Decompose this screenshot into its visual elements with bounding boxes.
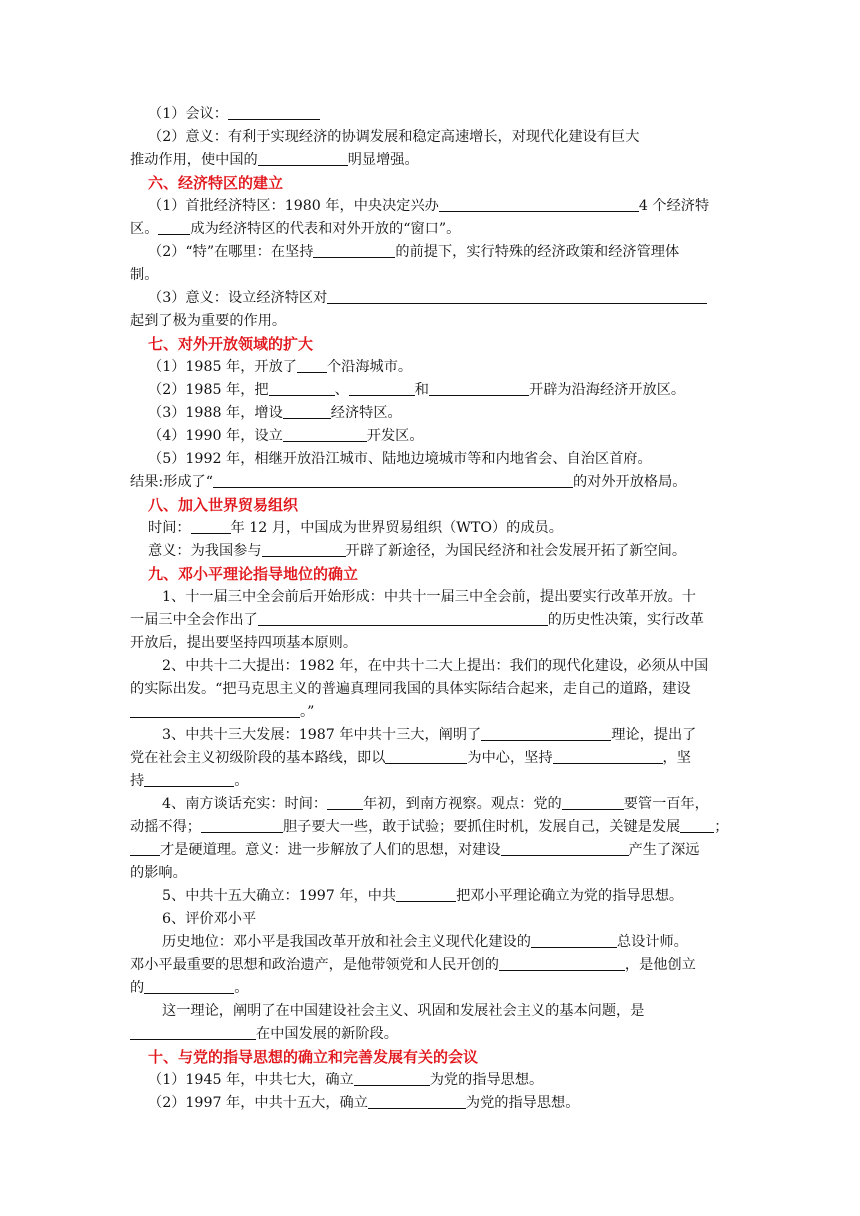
blank[interactable] xyxy=(213,471,573,488)
blank[interactable] xyxy=(269,379,335,396)
s8-time: 时间： 年 12 月，中国成为世界贸易组织（WTO）的成员。 xyxy=(148,517,748,539)
blank[interactable] xyxy=(283,425,367,442)
s7-item3: （3）1988 年，增设 经济特区。 xyxy=(148,402,748,424)
meeting-line: （1）会议： xyxy=(148,103,748,125)
blank[interactable] xyxy=(429,379,529,396)
s9-p4-cont2: 才是硬道理。意义：进一步解放了人们的思想，对建设 产生了深远 xyxy=(130,839,730,861)
blank[interactable] xyxy=(228,103,320,120)
blank[interactable] xyxy=(313,241,395,258)
blank[interactable] xyxy=(385,747,467,764)
s7-result: 结果:形成了“ 的对外开放格局。 xyxy=(130,471,730,493)
s9-p3-cont: 党在社会主义初级阶段的基本路线，即以 为中心，坚持 ，坚 xyxy=(130,747,730,769)
s8-significance: 意义：为我国参与 开辟了新途径，为国民经济和社会发展开拓了新空间。 xyxy=(148,540,748,562)
blank[interactable] xyxy=(562,793,624,810)
significance-line-cont: 推动作用，使中国的 明显增强。 xyxy=(130,149,730,171)
s9-p1-cont2: 开放后，提出要坚持四项基本原则。 xyxy=(130,635,358,651)
blank[interactable] xyxy=(531,931,617,948)
s6-item2: （2）“特”在哪里：在坚持 的前提下，实行特殊的经济政策和经济管理体 xyxy=(148,241,748,263)
s7-item1: （1）1985 年，开放了 个沿海城市。 xyxy=(148,356,748,378)
s9-p6-legacy: 邓小平最重要的思想和政治遗产，是他带领党和人民开创的 ，是他创立 xyxy=(130,954,730,976)
s7-item4: （4）1990 年，设立 开发区。 xyxy=(148,425,748,447)
section-heading-7: 七、对外开放领域的扩大 xyxy=(148,335,314,353)
section-heading-9: 九、邓小平理论指导地位的确立 xyxy=(148,565,359,583)
blank[interactable] xyxy=(501,839,629,856)
s9-p1: 1、十一届三中全会前后开始形成：中共十一届三中全会前，提出要实行改革开放。十 xyxy=(162,589,696,605)
blank[interactable] xyxy=(297,356,327,373)
s9-p2-cont: 的实际出发。“把马克思主义的普遍真理同我国的具体实际结合起来，走自己的道路，建设 xyxy=(130,681,691,697)
s9-p5: 5、中共十五大确立：1997 年，中共 把邓小平理论确立为党的指导思想。 xyxy=(162,885,762,907)
s9-p6-legacy-cont: 的 。 xyxy=(130,977,730,999)
s6-item2-cont: 制。 xyxy=(130,267,159,283)
section-heading-10: 十、与党的指导思想的确立和完善发展有关的会议 xyxy=(148,1048,479,1066)
blank[interactable] xyxy=(368,1092,466,1109)
s9-p7-cont: 在中国发展的新阶段。 xyxy=(130,1023,730,1045)
s9-p6: 6、评价邓小平 xyxy=(162,911,257,927)
blank[interactable] xyxy=(130,839,160,856)
blank[interactable] xyxy=(191,517,231,534)
s10-item2: （2）1997 年，中共十五大，确立 为党的指导思想。 xyxy=(148,1092,748,1114)
s7-item5: （5）1992 年，相继开放沿江城市、陆地边境城市等和内地省会、自治区首府。 xyxy=(148,451,652,467)
blank[interactable] xyxy=(499,954,625,971)
s6-item1: （1）首批经济特区：1980 年，中央决定兴办 4 个经济特 xyxy=(148,195,748,217)
s9-p4: 4、南方谈话充实：时间： 年初，到南方视察。观点：党的 要管一百年， xyxy=(162,793,762,815)
blank[interactable] xyxy=(327,793,363,810)
blank[interactable] xyxy=(553,747,663,764)
s9-p6-status: 历史地位：邓小平是我国改革开放和社会主义现代化建设的 总设计师。 xyxy=(162,931,762,953)
s9-p7: 这一理论，阐明了在中国建设社会主义、巩固和发展社会主义的基本问题，是 xyxy=(162,1003,645,1019)
blank[interactable] xyxy=(481,724,611,741)
blank[interactable] xyxy=(396,885,456,902)
blank[interactable] xyxy=(680,816,714,833)
section-heading-8: 八、加入世界贸易组织 xyxy=(148,496,299,514)
blank[interactable] xyxy=(349,379,415,396)
blank[interactable] xyxy=(130,1023,256,1040)
blank[interactable] xyxy=(262,540,346,557)
blank[interactable] xyxy=(327,287,707,304)
s9-p2: 2、中共十二大提出：1982 年，在中共十二大上提出：我们的现代化建设，必须从中国 xyxy=(162,658,709,674)
blank[interactable] xyxy=(144,977,234,994)
blank[interactable] xyxy=(354,1069,430,1086)
s9-p2-cont2: 。” xyxy=(130,701,730,723)
s9-p1-cont: 一届三中全会作出了 的历史性决策，实行改革 xyxy=(130,609,730,631)
blank[interactable] xyxy=(201,816,283,833)
significance-line: （2）意义：有利于实现经济的协调发展和稳定高速增长，对现代化建设有巨大 xyxy=(148,129,640,145)
blank[interactable] xyxy=(144,770,234,787)
s9-p3: 3、中共十三大发展：1987 年中共十三大，阐明了 理论，提出了 xyxy=(162,724,762,746)
blank[interactable] xyxy=(258,609,548,626)
blank[interactable] xyxy=(439,195,639,212)
s6-item1-cont: 区。 成为经济特区的代表和对外开放的“窗口”。 xyxy=(130,218,730,240)
section-heading-6: 六、经济特区的建立 xyxy=(148,174,284,192)
blank[interactable] xyxy=(258,149,348,166)
blank[interactable] xyxy=(130,701,300,718)
s9-p3-cont2: 持 。 xyxy=(130,770,730,792)
s9-p4-cont: 动摇不得； 胆子要大一些，敢于试验；要抓住时机，发展自己，关键是发展 ； xyxy=(130,816,730,838)
blank[interactable] xyxy=(283,402,331,419)
s7-item2: （2）1985 年，把 、 和 开辟为沿海经济开放区。 xyxy=(148,379,748,401)
s10-item1: （1）1945 年，中共七大，确立 为党的指导思想。 xyxy=(148,1069,748,1091)
s6-item3: （3）意义：设立经济特区对 xyxy=(148,287,748,309)
s9-p4-cont3: 的影响。 xyxy=(130,865,187,881)
s6-item3-cont: 起到了极为重要的作用。 xyxy=(130,313,287,329)
blank[interactable] xyxy=(158,218,190,235)
